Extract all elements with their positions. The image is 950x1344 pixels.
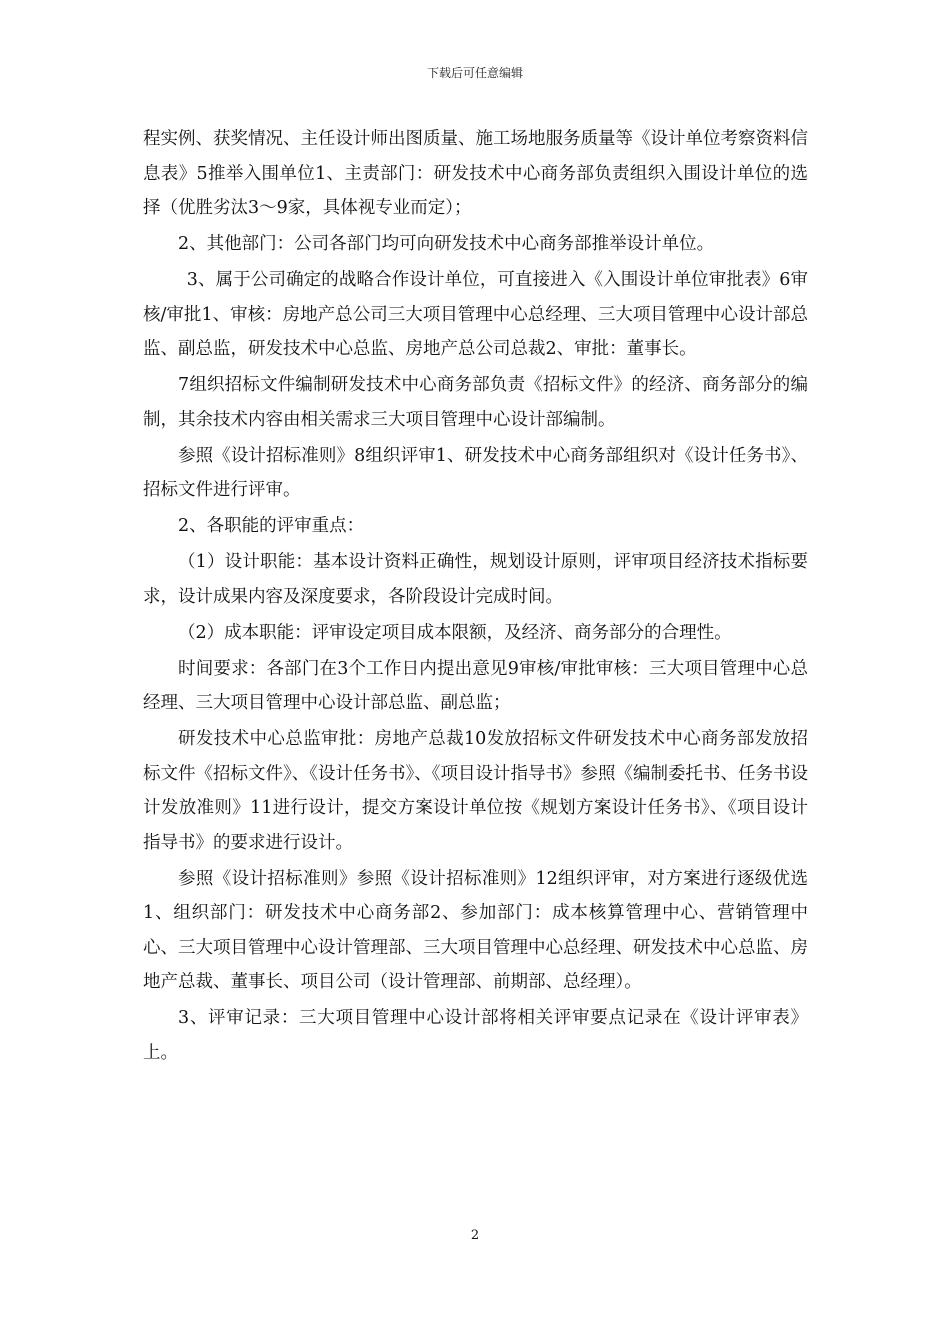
document-body bbox=[143, 122, 808, 1072]
page-header: 下载后可任意编辑 bbox=[426, 66, 523, 80]
page-number: 2 bbox=[470, 1228, 480, 1243]
paragraph-3: 3、属于公司确定的战略合作设计单位，可直接进入《入围设计单位审批表》6审核/审批1、审核：房地产总公司三大项目管理中心总经理、三大项目管理中心设计部总监、副总监，研发技术中心总监、房地产总公司总裁2、审批：董事长。 bbox=[143, 270, 808, 359]
paragraph-9: 时间要求：各部门在3个工作日内提出意见9审核/审批审核：三大项目管理中心总经理、三大项目管理中心设计部总监、副总监； bbox=[143, 658, 808, 713]
paragraph-12: 3、评审记录：三大项目管理中心设计部将相关评审要点记录在《设计评审表》上。 bbox=[143, 1008, 808, 1063]
paragraph-8: （2）成本职能：评审设定项目成本限额，及经济、商务部分的合理性。 bbox=[178, 622, 732, 643]
paragraph-6: 2、各职能的评审重点： bbox=[178, 516, 365, 536]
paragraph-11: 参照《设计招标准则》参照《设计招标准则》12组织评审，对方案进行逐级优选1、组织部门：研发技术中心商务部2、参加部门：成本核算管理中心、营销管理中心、三大项目管理中心设计管理部、三大项目管理中心总经理、研发技术中心总监、房地产总裁、董事长、项目公司（设计管理部、前期部、总经理）。 bbox=[143, 868, 808, 992]
paragraph-7: （1）设计职能：基本设计资料正确性，规划设计原则，评审项目经济技术指标要求，设计成果内容及深度要求，各阶段设计完成时间。 bbox=[143, 552, 808, 607]
paragraph-10: 研发技术中心总监审批：房地产总裁10发放招标文件研发技术中心商务部发放招标文件《招标文件》、《设计任务书》、《项目设计指导书》参照《编制委托书、任务书设计发放准则》11进行设计，提交方案设计单位按《规划方案设计任务书》、《项目设计指导书》的要求进行设计。 bbox=[143, 729, 808, 853]
paragraph-5: 参照《设计招标准则》8组织评审1、研发技术中心商务部组织对《设计任务书》、招标文件进行评审。 bbox=[143, 445, 808, 500]
paragraph-4: 7组织招标文件编制研发技术中心商务部负责《招标文件》的经济、商务部分的编制，其余技术内容由相关需求三大项目管理中心设计部编制。 bbox=[143, 375, 808, 430]
paragraph-1: 程实例、获奖情况、主任设计师出图质量、施工场地服务质量等《设计单位考察资料信息表》5推举入围单位1、主责部门：研发技术中心商务部负责组织入围设计单位的选择（优胜劣汰3～9家，具体视专业而定）； bbox=[143, 129, 808, 218]
paragraph-2: 2、其他部门：公司各部门均可向研发技术中心商务部推举设计单位。 bbox=[178, 234, 715, 254]
